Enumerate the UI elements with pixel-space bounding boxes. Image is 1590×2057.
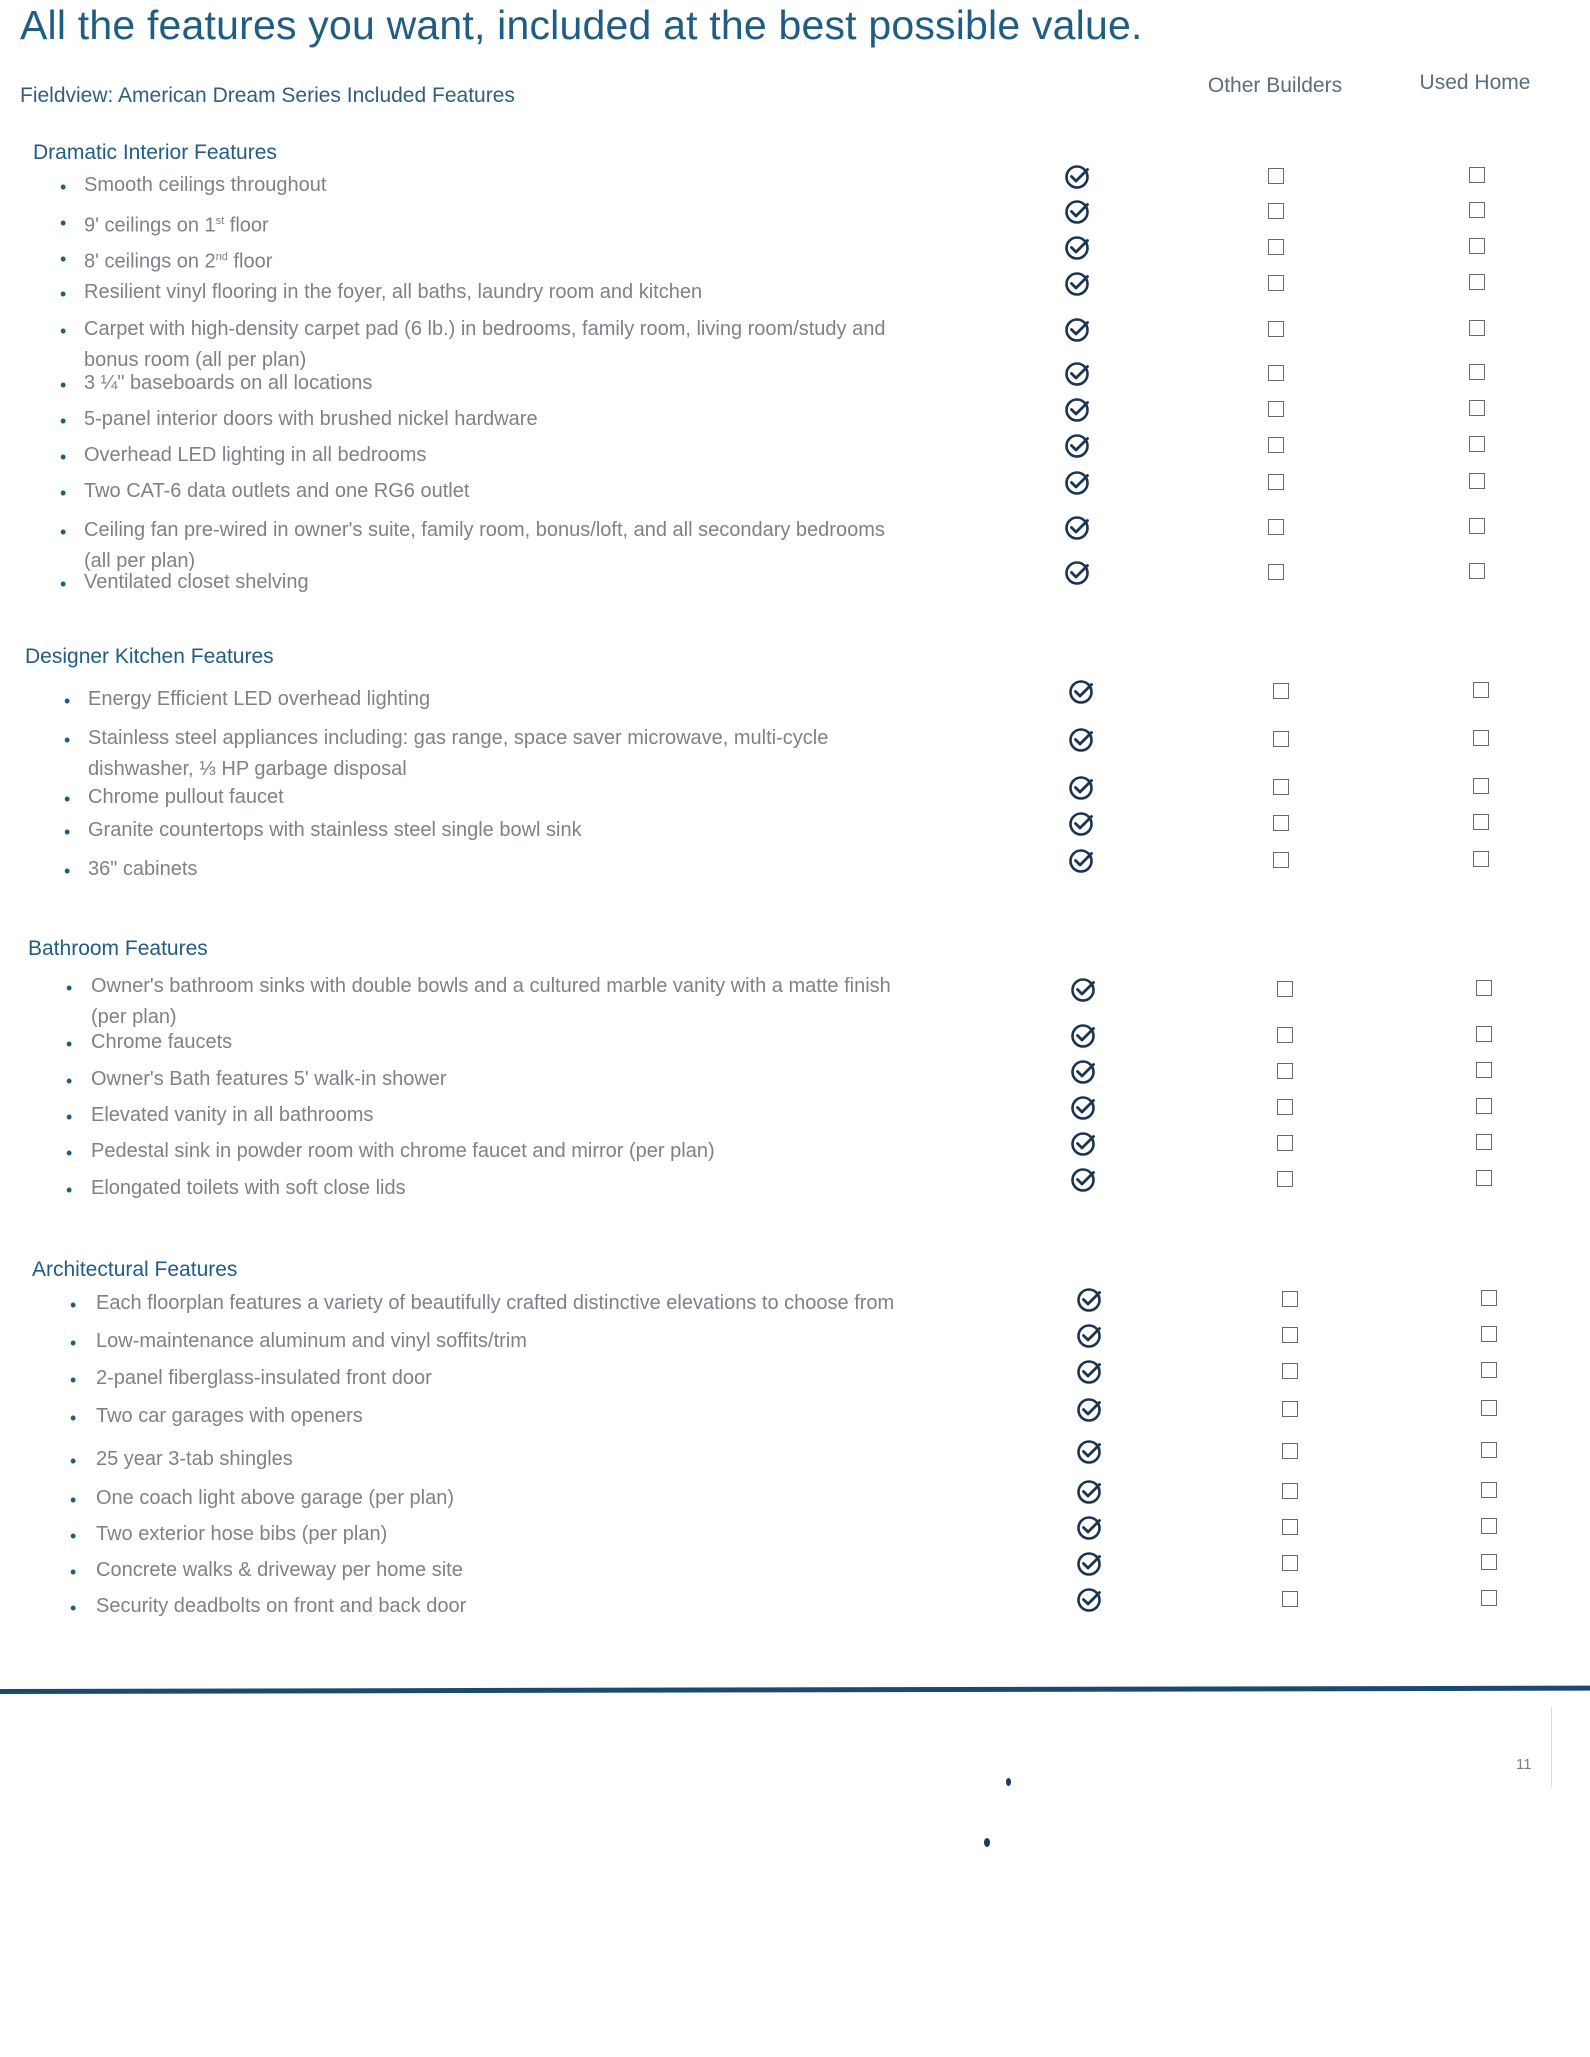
used-home-checkbox[interactable] [1469,167,1485,183]
feature-text [91,1027,232,1058]
used-home-checkbox[interactable] [1476,980,1492,996]
check-circle-icon [1075,1358,1103,1386]
other-builders-checkbox[interactable] [1282,1291,1298,1307]
other-builders-checkbox[interactable] [1277,1171,1293,1187]
used-home-checkbox[interactable] [1469,202,1485,218]
bullet-icon: • [70,1451,77,1471]
other-builders-checkbox[interactable] [1273,731,1289,747]
section-title: Bathroom Features [28,937,208,960]
check-circle-icon [1075,1550,1103,1578]
bullet-icon: • [70,1408,77,1428]
feature-text [88,684,430,715]
other-builders-checkbox[interactable] [1268,564,1284,580]
check-circle-icon [1063,270,1091,298]
feature-text-line: Granite countertops with stainless steel single bowl sink [88,819,582,841]
feature-text [96,1519,387,1550]
check-circle-icon [1063,396,1091,424]
bullet-icon: • [60,447,67,467]
feature-text-line: Owner's Bath features 5' walk-in shower [91,1068,447,1090]
check-circle-icon [1075,1478,1103,1506]
feature-text [96,1326,527,1357]
used-home-checkbox[interactable] [1481,1290,1497,1306]
check-circle-icon [1067,774,1095,802]
check-circle-icon [1067,847,1095,875]
series-subtitle: Fieldview: American Dream Series Included Features [20,84,515,107]
feature-text [96,1363,432,1394]
feature-text-line: Ventilated closet shelving [84,571,309,593]
check-circle-icon [1063,234,1091,262]
feature-text [84,242,272,278]
feature-text-suffix: floor [227,250,273,273]
bullet-icon: • [60,249,67,269]
check-circle-icon [1075,1586,1103,1614]
bullet-icon: • [60,483,67,503]
used-home-checkbox[interactable] [1481,1362,1497,1378]
ordinal-superscript: st [215,215,225,227]
used-home-checkbox[interactable] [1469,274,1485,290]
feature-text-line: 8' ceilings on 2 [84,250,216,273]
used-home-checkbox[interactable] [1469,518,1485,534]
other-builders-checkbox[interactable] [1277,1027,1293,1043]
bullet-icon: • [60,213,67,233]
footer-rule [0,1686,1590,1694]
other-builders-checkbox[interactable] [1282,1483,1298,1499]
section-title: Dramatic Interior Features [33,141,277,164]
used-home-checkbox[interactable] [1469,436,1485,452]
feature-text-line: Ceiling fan pre-wired in owner's suite, family room, bonus/loft, and all secondary bedrooms [84,519,885,541]
used-home-checkbox[interactable] [1473,814,1489,830]
feature-text-line: One coach light above garage (per plan) [96,1487,455,1509]
used-home-checkbox[interactable] [1469,320,1485,336]
bullet-icon: • [70,1333,77,1353]
feature-text [84,277,702,308]
other-builders-checkbox[interactable] [1268,239,1284,255]
check-circle-icon [1067,726,1095,754]
feature-text [91,1173,406,1204]
other-builders-checkbox[interactable] [1268,401,1284,417]
check-circle-icon [1063,316,1091,344]
other-builders-checkbox[interactable] [1268,474,1284,490]
page-number: 11 [1516,1756,1532,1773]
other-builders-checkbox[interactable] [1277,1135,1293,1151]
scan-speck [1006,1778,1011,1786]
feature-text-line-2: dishwasher, ⅓ HP garbage disposal [88,758,407,780]
feature-text-line-2: (per plan) [91,1006,177,1028]
page-edge-line [1551,1707,1552,1787]
feature-text [88,854,197,885]
feature-text-line: 36" cabinets [88,858,198,880]
bullet-icon: • [60,522,67,542]
check-circle-icon [1063,198,1091,226]
used-home-checkbox[interactable] [1469,473,1485,489]
bullet-icon: • [60,375,67,395]
check-circle-icon [1069,976,1097,1004]
check-circle-icon [1063,163,1091,191]
other-builders-checkbox[interactable] [1268,365,1284,381]
feature-text [88,723,828,785]
feature-text [96,1288,894,1319]
feature-text-line: Overhead LED lighting in all bedrooms [84,444,427,466]
feature-text-suffix: floor [224,214,269,237]
feature-text [88,815,582,846]
feature-text [88,782,284,813]
bullet-icon: • [64,730,71,750]
check-circle-icon [1075,1438,1103,1466]
used-home-checkbox[interactable] [1476,1062,1492,1078]
bullet-icon: • [66,1107,73,1127]
bullet-icon: • [64,691,71,711]
check-circle-icon [1067,678,1095,706]
other-builders-checkbox[interactable] [1282,1443,1298,1459]
check-circle-icon [1067,810,1095,838]
feature-text [84,206,269,242]
check-circle-icon [1069,1022,1097,1050]
used-home-checkbox[interactable] [1481,1482,1497,1498]
feature-text-line: Resilient vinyl flooring in the foyer, all baths, laundry room and kitchen [84,281,703,303]
used-home-checkbox[interactable] [1469,364,1485,380]
section-title: Architectural Features [32,1258,238,1281]
bullet-icon: • [60,284,67,304]
feature-text-line: 2-panel fiberglass-insulated front door [96,1367,432,1389]
bullet-icon: • [70,1295,77,1315]
page-title: All the features you want, included at the best possible value. [20,2,1143,48]
feature-text [96,1555,463,1586]
feature-text-line: Elongated toilets with soft close lids [91,1177,406,1199]
used-home-checkbox[interactable] [1476,1098,1492,1114]
bullet-icon: • [60,411,67,431]
used-home-checkbox[interactable] [1469,238,1485,254]
feature-text [96,1591,466,1622]
used-home-checkbox[interactable] [1473,851,1489,867]
feature-text-line: Stainless steel appliances including: gas range, space saver microwave, multi-cycle [88,727,829,749]
feature-text [84,170,326,201]
other-builders-checkbox[interactable] [1268,203,1284,219]
check-circle-icon [1075,1286,1103,1314]
bullet-icon: • [64,861,71,881]
used-home-checkbox[interactable] [1481,1590,1497,1606]
ordinal-superscript: nd [215,251,228,263]
feature-text-line: Two CAT-6 data outlets and one RG6 outlet [84,480,470,502]
other-builders-checkbox[interactable] [1277,981,1293,997]
feature-text-line: Security deadbolts on front and back door [96,1595,467,1617]
feature-text-line: Chrome pullout faucet [88,786,284,808]
check-circle-icon [1063,360,1091,388]
other-builders-checkbox[interactable] [1268,519,1284,535]
feature-text-line: Each floorplan features a variety of beautifully crafted distinctive elevations to choose from [96,1292,895,1314]
column-header-other-builders: Other Builders [1207,74,1343,97]
feature-text-line: 5-panel interior doors with brushed nickel hardware [84,408,538,430]
feature-text [84,404,538,435]
feature-text [84,476,469,507]
check-circle-icon [1075,1322,1103,1350]
feature-text [84,368,372,399]
feature-text-line: Energy Efficient LED overhead lighting [88,688,431,710]
used-home-checkbox[interactable] [1469,400,1485,416]
feature-text-line: 3 ¼" baseboards on all locations [84,372,373,394]
bullet-icon: • [66,1071,73,1091]
other-builders-checkbox[interactable] [1282,1401,1298,1417]
bullet-icon: • [60,177,67,197]
feature-text-line: Low-maintenance aluminum and vinyl soffits/trim [96,1330,527,1352]
feature-text [91,1136,715,1167]
other-builders-checkbox[interactable] [1268,168,1284,184]
feature-text-line: Elevated vanity in all bathrooms [91,1104,374,1126]
bullet-icon: • [66,1180,73,1200]
feature-text-line: Two exterior hose bibs (per plan) [96,1523,388,1545]
bullet-icon: • [70,1562,77,1582]
section-title: Designer Kitchen Features [25,645,274,668]
other-builders-checkbox[interactable] [1277,1063,1293,1079]
feature-text [91,1064,447,1095]
other-builders-checkbox[interactable] [1273,815,1289,831]
used-home-checkbox[interactable] [1469,563,1485,579]
used-home-checkbox[interactable] [1481,1442,1497,1458]
used-home-checkbox[interactable] [1481,1400,1497,1416]
used-home-checkbox[interactable] [1476,1026,1492,1042]
feature-text-line: 25 year 3-tab shingles [96,1448,293,1470]
feature-text-line: 9' ceilings on 1 [84,214,216,237]
check-circle-icon [1069,1130,1097,1158]
used-home-checkbox[interactable] [1473,778,1489,794]
other-builders-checkbox[interactable] [1282,1591,1298,1607]
feature-text-line-2: (all per plan) [84,550,196,572]
bullet-icon: • [64,822,71,842]
bullet-icon: • [70,1370,77,1390]
other-builders-checkbox[interactable] [1268,321,1284,337]
feature-text-line: Two car garages with openers [96,1405,363,1427]
other-builders-checkbox[interactable] [1282,1363,1298,1379]
other-builders-checkbox[interactable] [1282,1327,1298,1343]
check-circle-icon [1063,469,1091,497]
feature-text [96,1444,293,1475]
feature-text-line: Owner's bathroom sinks with double bowls and a cultured marble vanity with a matte finish [91,975,891,997]
other-builders-checkbox[interactable] [1273,683,1289,699]
used-home-checkbox[interactable] [1476,1134,1492,1150]
feature-text [96,1401,363,1432]
other-builders-checkbox[interactable] [1268,437,1284,453]
feature-text [84,314,885,376]
bullet-icon: • [60,574,67,594]
feature-text-line: Chrome faucets [91,1031,233,1053]
feature-text-line: Concrete walks & driveway per home site [96,1559,463,1581]
feature-text-line-2: bonus room (all per plan) [84,349,307,371]
used-home-checkbox[interactable] [1473,730,1489,746]
feature-text-line: Smooth ceilings throughout [84,174,327,196]
feature-text [91,1100,373,1131]
feature-text [84,440,426,471]
bullet-icon: • [64,789,71,809]
check-circle-icon [1069,1058,1097,1086]
bullet-icon: • [66,1143,73,1163]
bullet-icon: • [70,1490,77,1510]
other-builders-checkbox[interactable] [1282,1519,1298,1535]
feature-text-line: Pedestal sink in powder room with chrome faucet and mirror (per plan) [91,1140,715,1162]
check-circle-icon [1075,1514,1103,1542]
check-circle-icon [1075,1396,1103,1424]
feature-text [84,567,309,598]
check-circle-icon [1063,559,1091,587]
other-builders-checkbox[interactable] [1277,1099,1293,1115]
other-builders-checkbox[interactable] [1273,779,1289,795]
used-home-checkbox[interactable] [1481,1326,1497,1342]
used-home-checkbox[interactable] [1481,1554,1497,1570]
bullet-icon: • [70,1598,77,1618]
bullet-icon: • [70,1526,77,1546]
other-builders-checkbox[interactable] [1282,1555,1298,1571]
check-circle-icon [1063,432,1091,460]
check-circle-icon [1069,1166,1097,1194]
feature-text-line: Carpet with high-density carpet pad (6 lb.) in bedrooms, family room, living room/study and [84,318,886,340]
check-circle-icon [1063,514,1091,542]
used-home-checkbox[interactable] [1473,682,1489,698]
check-circle-icon [1069,1094,1097,1122]
other-builders-checkbox[interactable] [1268,275,1284,291]
feature-text [91,971,891,1033]
scan-speck [984,1838,990,1847]
used-home-checkbox[interactable] [1476,1170,1492,1186]
bullet-icon: • [60,321,67,341]
bullet-icon: • [66,1034,73,1054]
bullet-icon: • [66,978,73,998]
column-header-used-home: Used Home [1419,71,1531,94]
feature-text [96,1483,454,1514]
other-builders-checkbox[interactable] [1273,852,1289,868]
used-home-checkbox[interactable] [1481,1518,1497,1534]
